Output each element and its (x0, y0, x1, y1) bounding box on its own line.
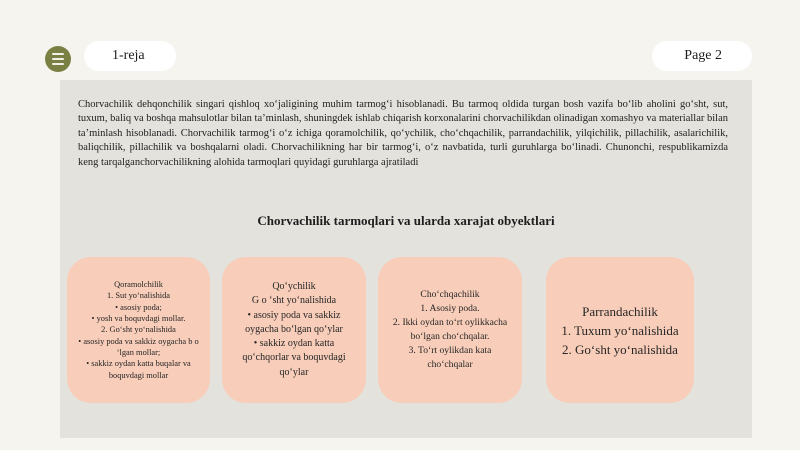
card-chochqachilik (378, 257, 522, 403)
card-title: Qoramolchilik (114, 280, 163, 290)
card-line: • asosiy poda va sakkiz oygacha b o ‘lgan mollar; (78, 336, 199, 357)
card-title: Parrandachilik (582, 303, 658, 319)
card-qoychilik (222, 257, 366, 403)
card-line: 2. Ikki oydan to‘rt oylikkacha bo‘lgan cho‘chqalar. (392, 317, 508, 342)
page-number: Page 2 (652, 41, 752, 71)
card-parrandachilik (546, 257, 694, 403)
card-line: 1. Sut yo‘nalishida (106, 291, 171, 301)
card-line: 2. Go‘sht yo‘nalishida (101, 325, 176, 335)
card-line: • asosiy poda; (115, 302, 162, 312)
card-line: • yosh va boquvdagi mollar. (91, 314, 186, 324)
card-line: 3. To‘rt oylikdan kata cho‘chqalar (408, 345, 492, 370)
card-title: Cho‘chqachilik (420, 289, 480, 300)
card-line: • asosiy poda va sakkiz oygacha bo‘lgan qo‘ylar (245, 309, 343, 335)
card-qoramolchilik (67, 257, 210, 403)
card-line: 2. Go‘sht yo‘nalishida (562, 341, 678, 357)
intro-paragraph: Chorvachilik dehqonchilik singari qishloq xo‘jaligining muhim tarmog‘i hisoblanadi. Bu tarmoq oldida turgan bosh vazifa bo‘lib aholini go‘sht, sut, tuxum, baliq va boshqa mahsulotlar bilan ta’minlash, shuningdek ishlab chiqarish korxonalarini chorvachilikdan olinadigan xomashyo va materiallar bilan ta’minlash hisoblanadi. Chorvachilik tarmog‘i o‘z ichiga qoramolchilik, qo‘ychilik, cho‘chqachilik, parrandachilik, yilqichilik, pillachilik, asalarichilik, baliqchilik, pillachilik va boshqalarni oladi. Chorvachilikning har bir tarmog‘i, o‘z navbatida, turli guruhlarga bo‘linadi. Chunonchi, respublikamizda keng tarqalganchorvachilikning alohida tarmoqlari quyidagi guruhlarga ajratiladi (78, 99, 728, 168)
section-label: 1-reja (84, 41, 176, 71)
section-heading: Chorvachilik tarmoqlari va ularda xarajat obyektlari (257, 213, 555, 228)
card-line: 1. Asosiy poda. (420, 303, 480, 314)
card-line: 1. Tuxum yo‘nalishida (561, 322, 679, 338)
card-title: Qo‘ychilik (272, 281, 316, 293)
hamburger-menu-icon[interactable] (45, 46, 71, 72)
card-line: • sakkiz oydan katta buqalar va boquvdagi mollar (86, 359, 191, 380)
card-line: • sakkiz oydan katta qo‘chqorlar va boquvdagi qo‘ylar (242, 338, 346, 378)
card-line: G o ‘sht yo‘nalishida (251, 295, 337, 307)
